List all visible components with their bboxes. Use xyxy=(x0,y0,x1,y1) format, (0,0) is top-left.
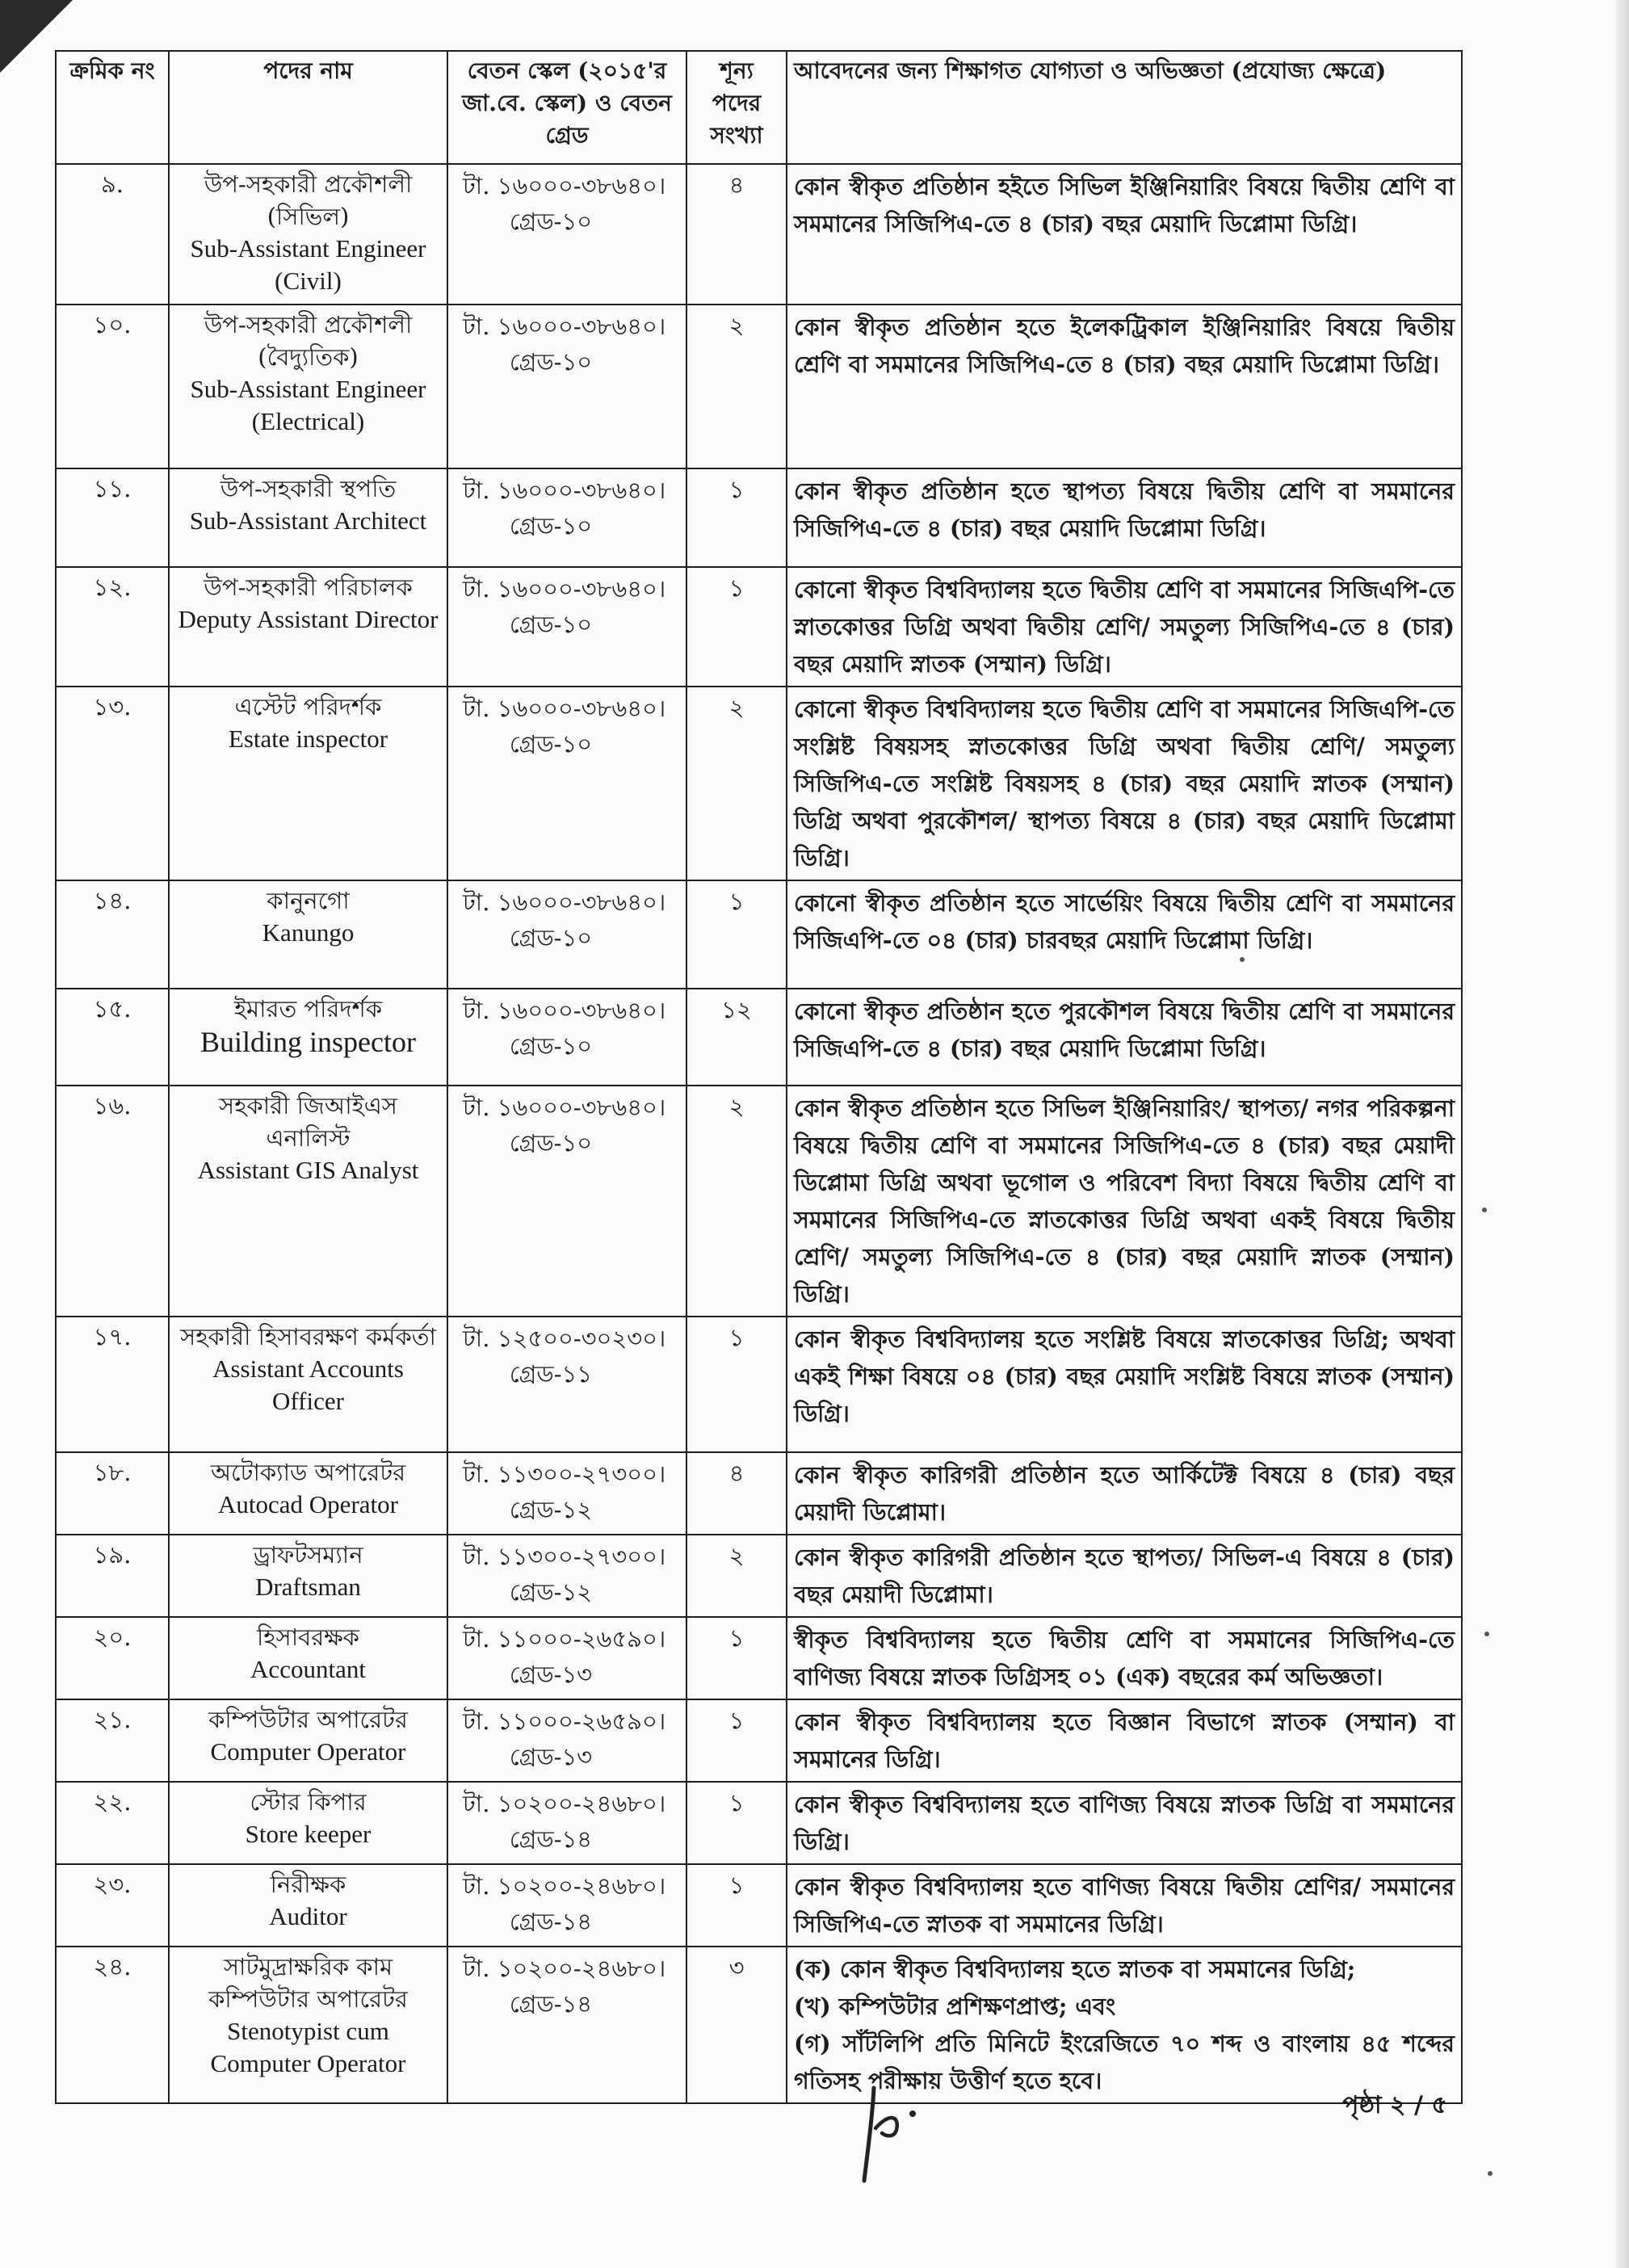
qualification-text: স্বীকৃত বিশ্ববিদ্যালয় হতে দ্বিতীয় শ্রেণি বা সমমানের সিজিপিএ-তে বাণিজ্য বিষয়ে স্নাতক ডিগ্রিসহ ০১ (এক) বছরের কর্ম অভিজ্ঞতা। xyxy=(794,1626,1455,1690)
post-name-bengali: অটোক্যাড অপারেটর xyxy=(210,1459,406,1486)
post-name-english: Draftsman xyxy=(255,1573,361,1601)
row-serial: ১৪. xyxy=(56,880,169,989)
row-vacancy: ১ xyxy=(686,1782,787,1864)
row-serial: ১৮. xyxy=(56,1452,169,1535)
qualification-text: (ক) কোন স্বীকৃত বিশ্ববিদ্যালয় হতে স্নাতক বা সমমানের ডিগ্রি; xyxy=(794,1955,1356,1983)
scan-speck xyxy=(1488,2171,1493,2176)
signature-mark xyxy=(850,2080,930,2185)
row-serial: ১৬. xyxy=(56,1086,169,1317)
row-vacancy: ১ xyxy=(686,1699,787,1782)
posts-table xyxy=(55,50,1463,2104)
header-post-name: পদের নাম xyxy=(169,51,447,164)
post-name-english: Assistant GIS Analyst xyxy=(197,1156,419,1184)
row-salary xyxy=(447,1086,686,1317)
row-salary xyxy=(447,1864,686,1947)
salary-scale: টা. ১১০০০-২৬৫৯০। xyxy=(463,1625,666,1653)
table-row xyxy=(56,164,1462,304)
salary-grade: গ্রেড-১০ xyxy=(509,512,593,540)
row-vacancy: ৪ xyxy=(686,1452,787,1535)
salary-scale: টা. ১৬০০০-৩৮৬৪০। xyxy=(463,1094,666,1121)
row-qualification xyxy=(787,1782,1462,1864)
row-post-name xyxy=(169,1699,447,1782)
row-post-name xyxy=(169,989,447,1086)
post-name-english: Kanungo xyxy=(262,918,355,947)
row-vacancy: ২ xyxy=(686,687,787,880)
table-row xyxy=(56,1864,1462,1947)
table-row xyxy=(56,989,1462,1086)
row-post-name xyxy=(169,1452,447,1535)
post-name-bengali: হিসাবরক্ষক xyxy=(257,1623,359,1651)
row-vacancy: ১ xyxy=(686,1864,787,1947)
row-post-name xyxy=(169,164,447,304)
row-serial: ২০. xyxy=(56,1617,169,1699)
row-salary xyxy=(447,1617,686,1699)
row-qualification xyxy=(787,164,1462,304)
salary-scale: টা. ১৬০০০-৩৮৬৪০। xyxy=(463,477,666,504)
row-salary xyxy=(447,1947,686,2103)
post-name-bengali: উপ-সহকারী প্রকৌশলী (সিভিল) xyxy=(204,170,413,230)
header-salary: বেতন স্কেল (২০১৫'র জা.বে. স্কেল) ও বেতন গ্রেড xyxy=(447,51,686,164)
qualification-text: কোনো স্বীকৃত প্রতিষ্ঠান হতে সার্ভেয়িং বিষয়ে দ্বিতীয় শ্রেণি বা সমমানের সিজিএপি-তে ০৪ (চার) চারবছর মেয়াদি ডিপ্লোমা ডিগ্রি। xyxy=(794,889,1455,954)
salary-grade: গ্রেড-১৪ xyxy=(509,1990,593,2018)
salary-scale: টা. ১৬০০০-৩৮৬৪০। xyxy=(463,888,666,916)
row-qualification xyxy=(787,687,1462,880)
row-serial: ২৪. xyxy=(56,1947,169,2103)
row-vacancy: ১ xyxy=(686,1617,787,1699)
header-qualification: আবেদনের জন্য শিক্ষাগত যোগ্যতা ও অভিজ্ঞতা (প্রযোজ্য ক্ষেত্রে) xyxy=(787,51,1462,164)
post-name-english: Accountant xyxy=(250,1655,366,1683)
scan-speck xyxy=(1484,1632,1489,1636)
post-name-bengali: উপ-সহকারী প্রকৌশলী (বৈদ্যুতিক) xyxy=(204,311,413,371)
row-post-name xyxy=(169,468,447,567)
post-name-bengali: সহকারী জিআইএস এনালিস্ট xyxy=(219,1092,397,1152)
salary-scale: টা. ১০২০০-২৪৬৮০। xyxy=(463,1872,666,1900)
row-post-name xyxy=(169,1535,447,1617)
salary-grade: গ্রেড-১১ xyxy=(509,1360,593,1388)
row-salary xyxy=(447,164,686,304)
salary-scale: টা. ১৬০০০-৩৮৬৪০। xyxy=(463,172,666,200)
row-post-name xyxy=(169,1782,447,1864)
row-vacancy: ২ xyxy=(686,1086,787,1317)
salary-scale: টা. ১০২০০-২৪৬৮০। xyxy=(463,1790,666,1817)
row-post-name xyxy=(169,1086,447,1317)
row-vacancy: ১ xyxy=(686,880,787,989)
post-name-english: Auditor xyxy=(269,1902,347,1930)
qualification-text: কোনো স্বীকৃত বিশ্ববিদ্যালয় হতে দ্বিতীয় শ্রেণি বা সমমানের সিজিএপি-তে সংশ্লিষ্ট বিষয়সহ স্নাতকোত্তর ডিগ্রি অথবা দ্বিতীয় শ্রেণি/ সমতুল্য সিজিপিএ-তে সংশ্লিষ্ট বিষয়সহ ৪ (চার) বছর মেয়াদি স্নাতক (সম্মান) ডিগ্রি অথবা পুরকৌশল/ স্থাপত্য বিষয়ে ৪ (চার) বছর মেয়াদি ডিপ্লোমা ডিগ্রি। xyxy=(794,695,1455,872)
row-qualification xyxy=(787,304,1462,468)
row-qualification xyxy=(787,1086,1462,1317)
post-name-bengali: সাটমুদ্রাক্ষরিক কাম কম্পিউটার অপারেটর xyxy=(208,1953,408,2013)
row-vacancy: ২ xyxy=(686,304,787,468)
scan-edge-shadow xyxy=(1616,0,1629,2268)
row-serial: ২২. xyxy=(56,1782,169,1864)
row-serial: ১১. xyxy=(56,468,169,567)
table-row xyxy=(56,1317,1462,1452)
salary-scale: টা. ১৬০০০-৩৮৬৪০। xyxy=(463,575,666,603)
table-row xyxy=(56,1699,1462,1782)
scan-speck xyxy=(1240,957,1245,962)
table-row xyxy=(56,1452,1462,1535)
row-vacancy: ১ xyxy=(686,468,787,567)
row-vacancy: ১২ xyxy=(686,989,787,1086)
row-vacancy: ২ xyxy=(686,1535,787,1617)
row-salary xyxy=(447,687,686,880)
post-name-english: Building inspector xyxy=(200,1026,416,1058)
row-serial: ২৩. xyxy=(56,1864,169,1947)
row-serial: ২১. xyxy=(56,1699,169,1782)
salary-grade: গ্রেড-১২ xyxy=(509,1578,593,1606)
qualification-text: কোন স্বীকৃত প্রতিষ্ঠান হতে ইলেকট্রিকাল ইঞ্জিনিয়ারিং বিষয়ে দ্বিতীয় শ্রেণি বা সমমানের সিজিপিএ-তে ৪ (চার) বছর মেয়াদি ডিপ্লোমা ডিগ্রি। xyxy=(794,313,1455,378)
row-vacancy: ১ xyxy=(686,567,787,687)
salary-grade: গ্রেড-১০ xyxy=(509,1032,593,1060)
row-serial: ১৩. xyxy=(56,687,169,880)
salary-grade: গ্রেড-১০ xyxy=(509,1129,593,1157)
row-vacancy: ৪ xyxy=(686,164,787,304)
row-serial: ১৭. xyxy=(56,1317,169,1452)
post-name-bengali: কানুনগো xyxy=(267,887,350,914)
row-qualification xyxy=(787,880,1462,989)
table-row xyxy=(56,687,1462,880)
post-name-bengali: স্টোর কিপার xyxy=(250,1788,367,1816)
row-qualification xyxy=(787,989,1462,1086)
qualification-text: কোন স্বীকৃত প্রতিষ্ঠান হতে সিভিল ইঞ্জিনিয়ারিং/ স্থাপত্য/ নগর পরিকল্পনা বিষয়ে দ্বিতীয় শ্রেণি বা সমমানের সিজিপিএ-তে ৪ (চার) বছর মেয়াদী ডিপ্লোমা ডিগ্রি অথবা ভূগোল ও পরিবেশ বিদ্যা বিষয়ে দ্বিতীয় শ্রেণি বা সমমানের সিজিপিএ-তে স্নাতকোত্তর ডিগ্রি অথবা একই বিষয়ে দ্বিতীয় শ্রেণি/ সমতুল্য সিজিপিএ-তে ৪ (চার) বছর মেয়াদি স্নাতক (সম্মান) ডিগ্রি। xyxy=(794,1094,1455,1308)
table-row xyxy=(56,304,1462,468)
salary-grade: গ্রেড-১৪ xyxy=(509,1825,593,1853)
post-name-english: Deputy Assistant Director xyxy=(178,605,439,633)
row-salary xyxy=(447,1699,686,1782)
row-salary xyxy=(447,1317,686,1452)
salary-scale: টা. ১১৩০০-২৭৩০০। xyxy=(463,1543,666,1570)
salary-grade: গ্রেড-১০ xyxy=(509,611,593,638)
table-row xyxy=(56,880,1462,989)
row-salary xyxy=(447,989,686,1086)
row-vacancy: ১ xyxy=(686,1317,787,1452)
table-row xyxy=(56,1086,1462,1317)
row-qualification xyxy=(787,1864,1462,1947)
row-salary xyxy=(447,468,686,567)
row-qualification xyxy=(787,468,1462,567)
qualification-text: কোন স্বীকৃত কারিগরী প্রতিষ্ঠান হতে স্থাপত্য/ সিভিল-এ বিষয়ে ৪ (চার) বছর মেয়াদী ডিপ্লোমা। xyxy=(794,1544,1455,1608)
qualification-text: কোন স্বীকৃত কারিগরী প্রতিষ্ঠান হতে আর্কিটেক্ট বিষয়ে ৪ (চার) বছর মেয়াদী ডিপ্লোমা। xyxy=(794,1461,1455,1526)
row-serial: ৯. xyxy=(56,164,169,304)
salary-grade: গ্রেড-১০ xyxy=(509,348,593,376)
salary-grade: গ্রেড-১০ xyxy=(509,924,593,951)
salary-grade: গ্রেড-১২ xyxy=(509,1496,593,1523)
row-serial: ১২. xyxy=(56,567,169,687)
post-name-bengali: এস্টেট পরিদর্শক xyxy=(234,693,382,720)
post-name-bengali: নিরীক্ষক xyxy=(270,1871,346,1898)
post-name-bengali: উপ-সহকারী পরিচালক xyxy=(204,573,413,601)
row-serial: ১৯. xyxy=(56,1535,169,1617)
table-row xyxy=(56,567,1462,687)
salary-scale: টা. ১২৫০০-৩০২৩০। xyxy=(463,1325,666,1352)
row-qualification xyxy=(787,1452,1462,1535)
row-post-name xyxy=(169,1864,447,1947)
post-name-english: Autocad Operator xyxy=(218,1490,398,1518)
qualification-text: কোন স্বীকৃত প্রতিষ্ঠান হতে স্থাপত্য বিষয়ে দ্বিতীয় শ্রেণি বা সমমানের সিজিপিএ-তে ৪ (চার) বছর মেয়াদি ডিপ্লোমা ডিগ্রি। xyxy=(794,477,1455,542)
post-name-english: Store keeper xyxy=(245,1820,372,1848)
row-salary xyxy=(447,304,686,468)
row-post-name xyxy=(169,687,447,880)
page-number: পৃষ্ঠা ২ / ৫ xyxy=(1342,2091,1447,2119)
post-name-bengali: ইমারত পরিদর্শক xyxy=(233,995,383,1023)
post-name-bengali: উপ-সহকারী স্থপতি xyxy=(220,475,397,502)
salary-grade: গ্রেড-১৩ xyxy=(509,1743,593,1770)
row-serial: ১০. xyxy=(56,304,169,468)
row-post-name xyxy=(169,304,447,468)
salary-scale: টা. ১৬০০০-৩৮৬৪০। xyxy=(463,313,666,340)
salary-grade: গ্রেড-১০ xyxy=(509,730,593,758)
post-name-bengali: সহকারী হিসাবরক্ষণ কর্মকর্তা xyxy=(180,1323,436,1350)
post-name-bengali: কম্পিউটার অপারেটর xyxy=(208,1706,408,1733)
row-post-name xyxy=(169,1617,447,1699)
table-row xyxy=(56,1535,1462,1617)
qualification-text: কোন স্বীকৃত বিশ্ববিদ্যালয় হতে বিজ্ঞান বিভাগে স্নাতক (সম্মান) বা সমমানের ডিগ্রি। xyxy=(794,1708,1455,1773)
qualification-text: (খ) কম্পিউটার প্রশিক্ষণপ্রাপ্ত; এবং xyxy=(794,1993,1116,2020)
header-vacancies: শূন্য পদের সংখ্যা xyxy=(686,51,787,164)
qualification-text: (গ) সাঁটলিপি প্রতি মিনিটে ইংরেজিতে ৭০ শব্দ ও বাংলায় ৪৫ শব্দের গতিসহ পরীক্ষায় উত্তীর্ণ হতে হবে। xyxy=(794,2030,1455,2094)
row-salary xyxy=(447,880,686,989)
qualification-text: কোন স্বীকৃত বিশ্ববিদ্যালয় হতে বাণিজ্য বিষয়ে দ্বিতীয় শ্রেণির/ সমমানের সিজিপিএ-তে স্নাতক বা সমমানের ডিগ্রি। xyxy=(794,1873,1455,1938)
post-name-english: Sub-Assistant Engineer (Civil) xyxy=(190,234,426,295)
row-vacancy: ৩ xyxy=(686,1947,787,2103)
qualification-text: কোন স্বীকৃত প্রতিষ্ঠান হইতে সিভিল ইঞ্জিনিয়ারিং বিষয়ে দ্বিতীয় শ্রেণি বা সমমানের সিজিপিএ-তে ৪ (চার) বছর মেয়াদি ডিপ্লোমা ডিগ্রি। xyxy=(794,173,1455,237)
post-name-english: Assistant Accounts Officer xyxy=(212,1354,404,1415)
table-row xyxy=(56,468,1462,567)
row-salary xyxy=(447,567,686,687)
row-salary xyxy=(447,1782,686,1864)
qualification-text: কোন স্বীকৃত বিশ্ববিদ্যালয় হতে সংশ্লিষ্ট বিষয়ে স্নাতকোত্তর ডিগ্রি; অথবা একই শিক্ষা বিষয়ে ০৪ (চার) বছর মেয়াদি সংশ্লিষ্ট বিষয়ে স্নাতক (সম্মান) ডিগ্রি। xyxy=(794,1325,1455,1427)
scan-speck xyxy=(1482,1208,1487,1212)
salary-grade: গ্রেড-১০ xyxy=(509,208,593,235)
row-post-name xyxy=(169,1947,447,2103)
table-row xyxy=(56,1947,1462,2103)
post-name-english: Computer Operator xyxy=(210,1737,406,1766)
salary-scale: টা. ১১৩০০-২৭৩০০। xyxy=(463,1460,666,1488)
salary-grade: গ্রেড-১৩ xyxy=(509,1661,593,1688)
post-name-english: Stenotypist cum Computer Operator xyxy=(210,2017,406,2077)
row-serial: ১৫. xyxy=(56,989,169,1086)
salary-scale: টা. ১৬০০০-৩৮৬৪০। xyxy=(463,997,666,1024)
qualification-text: কোনো স্বীকৃত বিশ্ববিদ্যালয় হতে দ্বিতীয় শ্রেণি বা সমমানের সিজিএপি-তে স্নাতকোত্তর ডিগ্রি অথবা দ্বিতীয় শ্রেণি/ সমতুল্য সিজিপিএ-তে ৪ (চার) বছর মেয়াদি স্নাতক (সম্মান) ডিগ্রি। xyxy=(794,576,1455,678)
row-qualification xyxy=(787,1535,1462,1617)
row-qualification xyxy=(787,567,1462,687)
row-salary xyxy=(447,1452,686,1535)
row-post-name xyxy=(169,1317,447,1452)
salary-scale: টা. ১৬০০০-৩৮৬৪০। xyxy=(463,695,666,722)
post-name-english: Sub-Assistant Engineer (Electrical) xyxy=(190,375,426,435)
qualification-text: কোনো স্বীকৃত প্রতিষ্ঠান হতে পুরকৌশল বিষয়ে দ্বিতীয় শ্রেণি বা সমমানের সিজিএপি-তে ৪ (চার) বছর মেয়াদি ডিপ্লোমা ডিগ্রি। xyxy=(794,998,1455,1062)
table-row xyxy=(56,1782,1462,1864)
qualification-text: কোন স্বীকৃত বিশ্ববিদ্যালয় হতে বাণিজ্য বিষয়ে স্নাতক ডিগ্রি বা সমমানের ডিগ্রি। xyxy=(794,1791,1455,1855)
table-row xyxy=(56,1617,1462,1699)
header-serial: ক্রমিক নং xyxy=(56,51,169,164)
post-name-english: Sub-Assistant Architect xyxy=(189,506,427,535)
salary-scale: টা. ১০২০০-২৪৬৮০। xyxy=(463,1955,666,1982)
post-name-bengali: ড্রাফটসম্যান xyxy=(253,1541,363,1569)
table-body xyxy=(56,164,1462,2103)
row-post-name xyxy=(169,880,447,989)
row-salary xyxy=(447,1535,686,1617)
row-qualification xyxy=(787,1617,1462,1699)
row-post-name xyxy=(169,567,447,687)
post-name-english: Estate inspector xyxy=(228,724,388,753)
row-qualification xyxy=(787,1699,1462,1782)
salary-scale: টা. ১১০০০-২৬৫৯০। xyxy=(463,1707,666,1735)
table-header-row xyxy=(56,51,1462,164)
salary-grade: গ্রেড-১৪ xyxy=(509,1908,593,1935)
row-qualification xyxy=(787,1317,1462,1452)
